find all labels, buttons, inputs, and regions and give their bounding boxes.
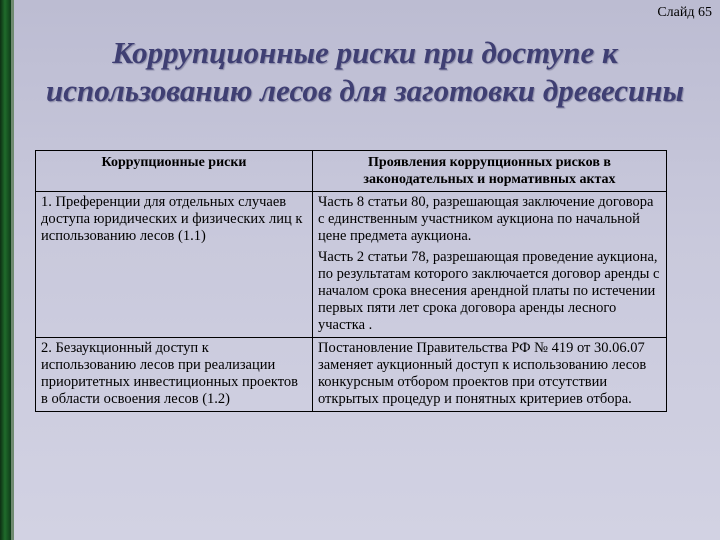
- header-manifestations: Проявления коррупционных рисков в законодательных и нормативных актах: [313, 151, 667, 192]
- table-row: [36, 338, 667, 412]
- manifestation-paragraph: Часть 2 статьи 78, разрешающая проведение аукциона, по результатам которого заключается договор аренды с началом срока внесения арендной платы по истечении первых пяти лет срока договора аренды лесного участка .: [318, 249, 660, 333]
- slide-number: Слайд 65: [657, 5, 712, 20]
- risk-cell: 1. Преференции для отдельных случаев доступа юридических и физических лиц к использованию лесов (1.1): [36, 192, 313, 338]
- risk-cell: 2. Безаукционный доступ к использованию лесов при реализации приоритетных инвестиционных проектов в области освоения лесов (1.2): [36, 338, 313, 412]
- slide-title: Коррупционные риски при доступе к использованию лесов для заготовки древесины: [45, 35, 685, 108]
- risks-table: [35, 150, 667, 412]
- table-row: [36, 192, 667, 338]
- left-accent-bar-edge: [11, 0, 14, 540]
- header-risks: Коррупционные риски: [36, 151, 313, 192]
- manifestation-cell: [313, 192, 667, 338]
- table-header-row: [36, 151, 667, 192]
- left-accent-bar: [0, 0, 11, 540]
- manifestation-paragraph: Часть 8 статьи 80, разрешающая заключение договора с единственным участником аукциона по начальной цене предмета аукциона.: [318, 194, 654, 244]
- manifestation-cell: [313, 338, 667, 412]
- manifestation-paragraph: Постановление Правительства РФ № 419 от 30.06.07 заменяет аукционный доступ к использованию лесов конкурсным отбором проектов при отсутствии открытых процедур и понятных критериев отбора.: [318, 340, 647, 407]
